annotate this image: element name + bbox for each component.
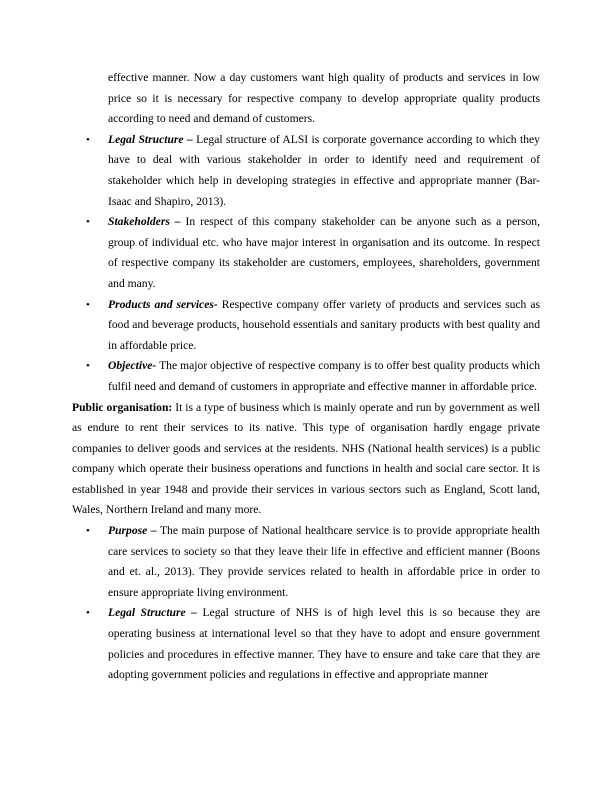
bullet-icon: •: [86, 525, 90, 538]
bullet-stakeholders: [72, 212, 540, 294]
bullet-term: Objective-: [108, 359, 157, 373]
bullet-icon: •: [86, 133, 90, 146]
public-organisation-paragraph: [72, 398, 540, 522]
bullet-text: The major objective of respective company is to offer best quality products which fulfil need and demand of customers in appropriate and effective manner in affordable price.: [108, 359, 540, 393]
bullet-text: Respective company offer variety of products and services such as food and beverage products, household essentials and sanitary products with best quality and in affordable price.: [108, 297, 540, 352]
nhs-bullet-list: [72, 521, 540, 686]
bullet-purpose: [72, 521, 540, 603]
bullet-text: Legal structure of ALSI is corporate governance according to which they have to deal with various stakeholder in order to identify need and requirement of stakeholder which help in developing strategies in effective and appropriate manner (Bar-Isaac and Shapiro, 2013).: [108, 132, 540, 208]
public-organisation-text: It is a type of business which is mainly operate and run by government as well as endure to rent their services to its native. This type of organisation hardly engage private companies to deliver goods and services at the residents. NHS (National health services) is a public company which operate their business operations and functions in health and social care sector. It is established in year 1948 and provide their services in various sectors such as England, Scott land, Wales, Northern Ireland and many more.: [72, 400, 540, 517]
bullet-term: Legal Structure –: [108, 606, 197, 620]
bullet-term: Legal Structure –: [108, 132, 193, 146]
bullet-objective: [72, 356, 540, 397]
document-body: [72, 68, 540, 686]
bullet-term: Purpose –: [108, 524, 157, 538]
bullet-term: Stakeholders –: [108, 215, 181, 229]
bullet-icon: •: [86, 607, 90, 620]
bullet-products-services: [72, 295, 540, 357]
bullet-icon: •: [86, 298, 90, 311]
alsi-bullet-list: [72, 130, 540, 398]
bullet-icon: •: [86, 360, 90, 373]
public-organisation-heading: Public organisation:: [72, 400, 173, 414]
bullet-text: In respect of this company stakeholder can be anyone such as a person, group of individual etc. who have major interest in organisation and its outcome. In respect of respective company its stakeholder are customers, employees, shareholders, government and many.: [108, 215, 540, 290]
bullet-icon: •: [86, 216, 90, 229]
intro-paragraph: effective manner. Now a day customers want high quality of products and services in low price so it is necessary for respective company to develop appropriate quality products according to need and demand of customers.: [108, 71, 540, 126]
bullet-legal-structure-alsi: [72, 130, 540, 212]
bullet-legal-structure-nhs: [72, 603, 540, 685]
bullet-text: Legal structure of NHS is of high level this is so because they are operating business at international level so that they have to adopt and ensure government policies and procedures in effective manner. They have to ensure and take care that they are adopting government policies and regulations in effective and appropriate manner: [108, 606, 540, 682]
bullet-text: The main purpose of National healthcare service is to provide appropriate health care services to society so that they leave their life in effective and efficient manner (Boons and et. al., 2013). They provide services related to health in affordable price in order to ensure appropriate living environment.: [108, 524, 540, 599]
bullet-term: Products and services-: [108, 297, 218, 311]
